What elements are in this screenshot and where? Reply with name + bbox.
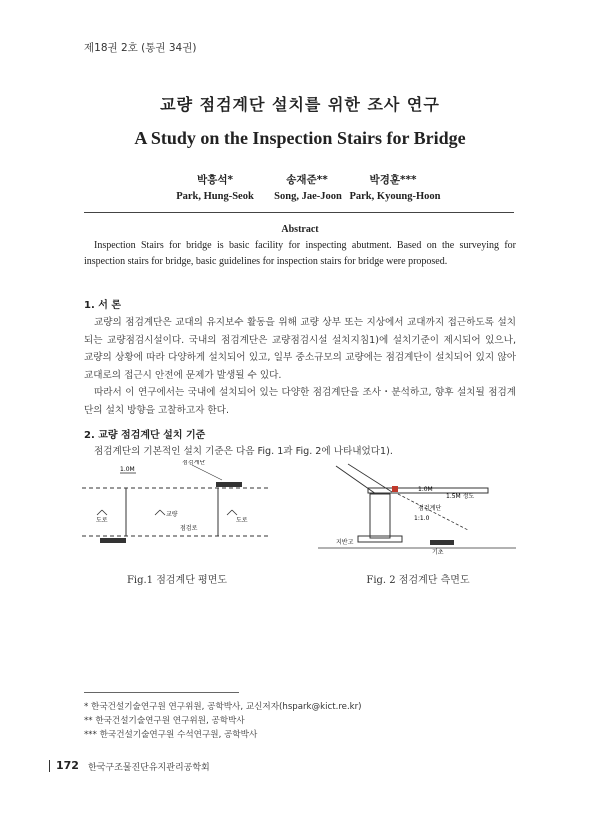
fig2-width-label: 1.0M — [418, 486, 433, 493]
fig2-stair-label: 점검계단 — [418, 505, 442, 512]
abstract-heading: Abstract — [281, 224, 319, 235]
author-2-en: Song, Jae-Joon — [274, 191, 342, 202]
title-divider — [84, 212, 514, 213]
fig1-inspection-path-label: 점검로 — [180, 525, 198, 532]
fig2-slope-label: 1.5M 정도 — [446, 493, 475, 500]
fig2-side-drawing — [318, 460, 518, 555]
author-2-ko: 송재준** — [286, 174, 328, 186]
section1-heading: 1. 서 론 — [84, 300, 122, 311]
footnote-divider — [84, 692, 239, 693]
section2-paragraph-1: 점검계단의 기본적인 설치 기준은 다음 Fig. 1과 Fig. 2에 나타내었다1). — [94, 446, 393, 457]
fig1-width-label: 1.0M — [120, 466, 135, 473]
footnote-2: ** 한국건설기술연구원 연구위원, 공학박사 — [84, 716, 245, 726]
fig1-bridge-label: 교량 — [166, 511, 178, 518]
fig2-ground-label: 지반고 — [336, 539, 354, 546]
journal-issue: 제18권 2호 (통권 34권) — [84, 42, 197, 54]
footnote-3: *** 한국건설기술연구원 수석연구원, 공학박사 — [84, 730, 258, 740]
footer-bar — [49, 760, 50, 772]
footnote-1: * 한국건설기술연구원 연구위원, 공학박사, 교신저자(hspark@kict.re.kr) — [84, 702, 362, 712]
page-number: 172 — [56, 759, 79, 772]
author-1-en: Park, Hung-Seok — [176, 191, 254, 202]
fig1-caption: Fig.1 점검계단 평면도 — [126, 575, 228, 586]
author-3-ko: 박경훈*** — [369, 174, 417, 186]
english-title: A Study on the Inspection Stairs for Bridge — [134, 128, 466, 148]
fig1-road-right-label: 도로 — [236, 517, 248, 524]
section1-paragraph-1: 교량의 점검계단은 교대의 유지보수 활동을 위해 교량 상부 또는 지상에서 교대까지 접근하도록 설치되는 교량점검시설이다. 국내의 점검계단은 교량점검시설 설치지침1)에 설치기준이 제시되어 있으나, 교량의 상황에 따라 다양하게 설치되어 있고, 일부 중소규모의 교량에는 점검계단이 설치되어 있지 않아 교대로의 접근시 안전에 문제가 발생될 수 있다. — [84, 317, 516, 381]
fig2-base-label: 기초 — [432, 549, 444, 555]
fig1-stair-label: 점검계단 — [182, 460, 206, 466]
author-1-ko: 박흥석* — [197, 174, 233, 186]
section1-paragraph-2: 따라서 이 연구에서는 국내에 설치되어 있는 다양한 점검계단을 조사・분석하고, 향후 설치될 점검계단의 설치 방향을 고찰하고자 한다. — [84, 387, 516, 416]
abstract-text: Inspection Stairs for bridge is basic facility for inspecting abutment. Based on the surveying for inspection stairs for bridge, basic guidelines for inspection stairs for bridge were proposed. — [84, 240, 516, 267]
fig2-slope-text: 1:1.0 — [414, 515, 430, 522]
fig1-plan-drawing — [82, 460, 272, 550]
fig1-road-left-label: 도로 — [96, 517, 108, 524]
author-3-en: Park, Kyoung-Hoon — [349, 191, 441, 202]
fig2-caption: Fig. 2 점검계단 측면도 — [366, 575, 470, 586]
korean-title: 교량 점검계단 설치를 위한 조사 연구 — [160, 95, 440, 114]
section2-heading: 2. 교량 점검계단 설치 기준 — [84, 430, 206, 441]
society-name: 한국구조물진단유지관리공학회 — [88, 763, 210, 773]
